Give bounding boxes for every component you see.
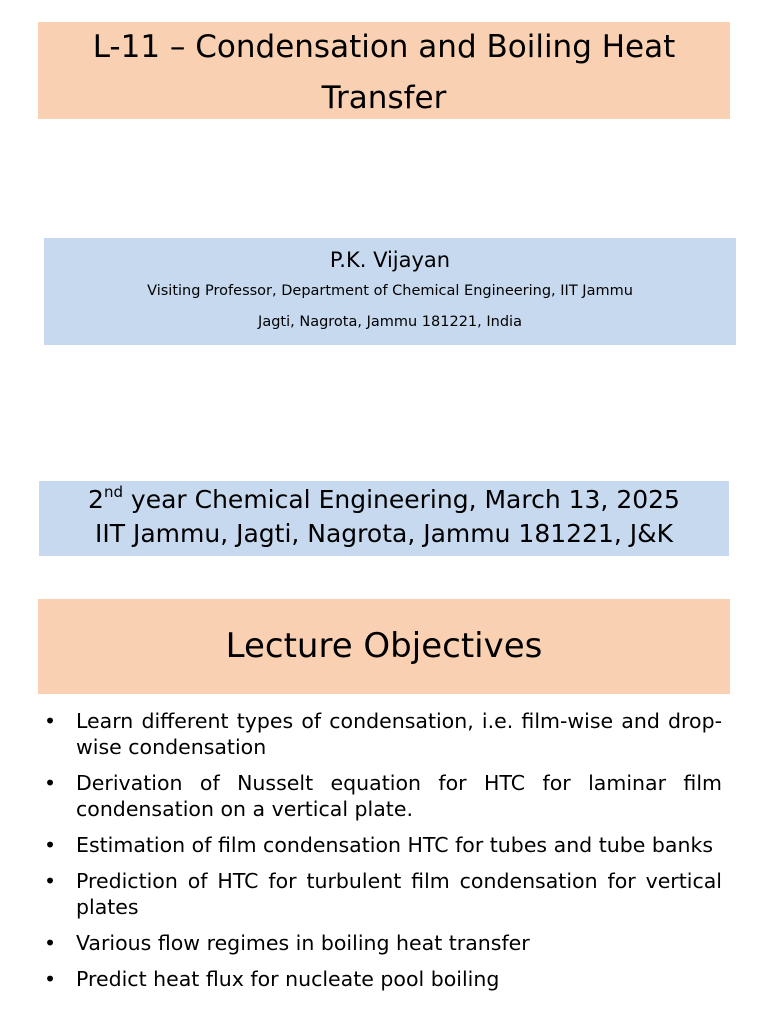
objectives-heading [38, 599, 730, 694]
bullet-icon: • [44, 869, 57, 893]
course-line-2: IIT Jammu, Jagti, Nagrota, Jammu 181221, J&K [94, 519, 673, 548]
lecture-title [38, 22, 730, 119]
bullet-icon: • [44, 771, 57, 795]
list-item [44, 930, 722, 956]
bullet-icon: • [44, 967, 57, 991]
bullet-icon: • [44, 709, 57, 733]
objective-text: Estimation of film condensation HTC for tubes and tube banks [76, 833, 714, 857]
objectives-list [44, 708, 722, 1002]
list-item [44, 966, 722, 992]
objective-text: Prediction of HTC for turbulent film condensation for vertical plates [76, 869, 722, 919]
course-line-1 [39, 483, 729, 517]
author-block [44, 238, 736, 345]
objectives-heading-text: Lecture Objectives [225, 626, 543, 666]
author-address: Jagti, Nagrota, Jammu 181221, India [258, 314, 522, 330]
bullet-icon: • [44, 931, 57, 955]
course-line-1-rest: year Chemical Engineering, March 13, 2025 [122, 485, 680, 514]
author-name: P.K. Vijayan [329, 248, 451, 272]
course-year-number: 2 [88, 485, 104, 514]
course-block [39, 481, 729, 556]
bullet-icon: • [44, 833, 57, 857]
objective-text: Derivation of Nusselt equation for HTC for laminar film condensation on a vertical plate. [76, 771, 722, 821]
objective-text: Predict heat flux for nucleate pool boiling [76, 967, 500, 991]
course-year-suffix: nd [103, 482, 123, 501]
objective-text: Various flow regimes in boiling heat transfer [76, 931, 530, 955]
list-item [44, 770, 722, 822]
list-item [44, 832, 722, 858]
lecture-title-text: L-11 – Condensation and Boiling Heat Transfer [92, 29, 676, 116]
list-item [44, 708, 722, 760]
author-position: Visiting Professor, Department of Chemical Engineering, IIT Jammu [147, 283, 633, 299]
list-item [44, 868, 722, 920]
objective-text: Learn different types of condensation, i.e. film-wise and drop-wise condensation [76, 709, 722, 759]
